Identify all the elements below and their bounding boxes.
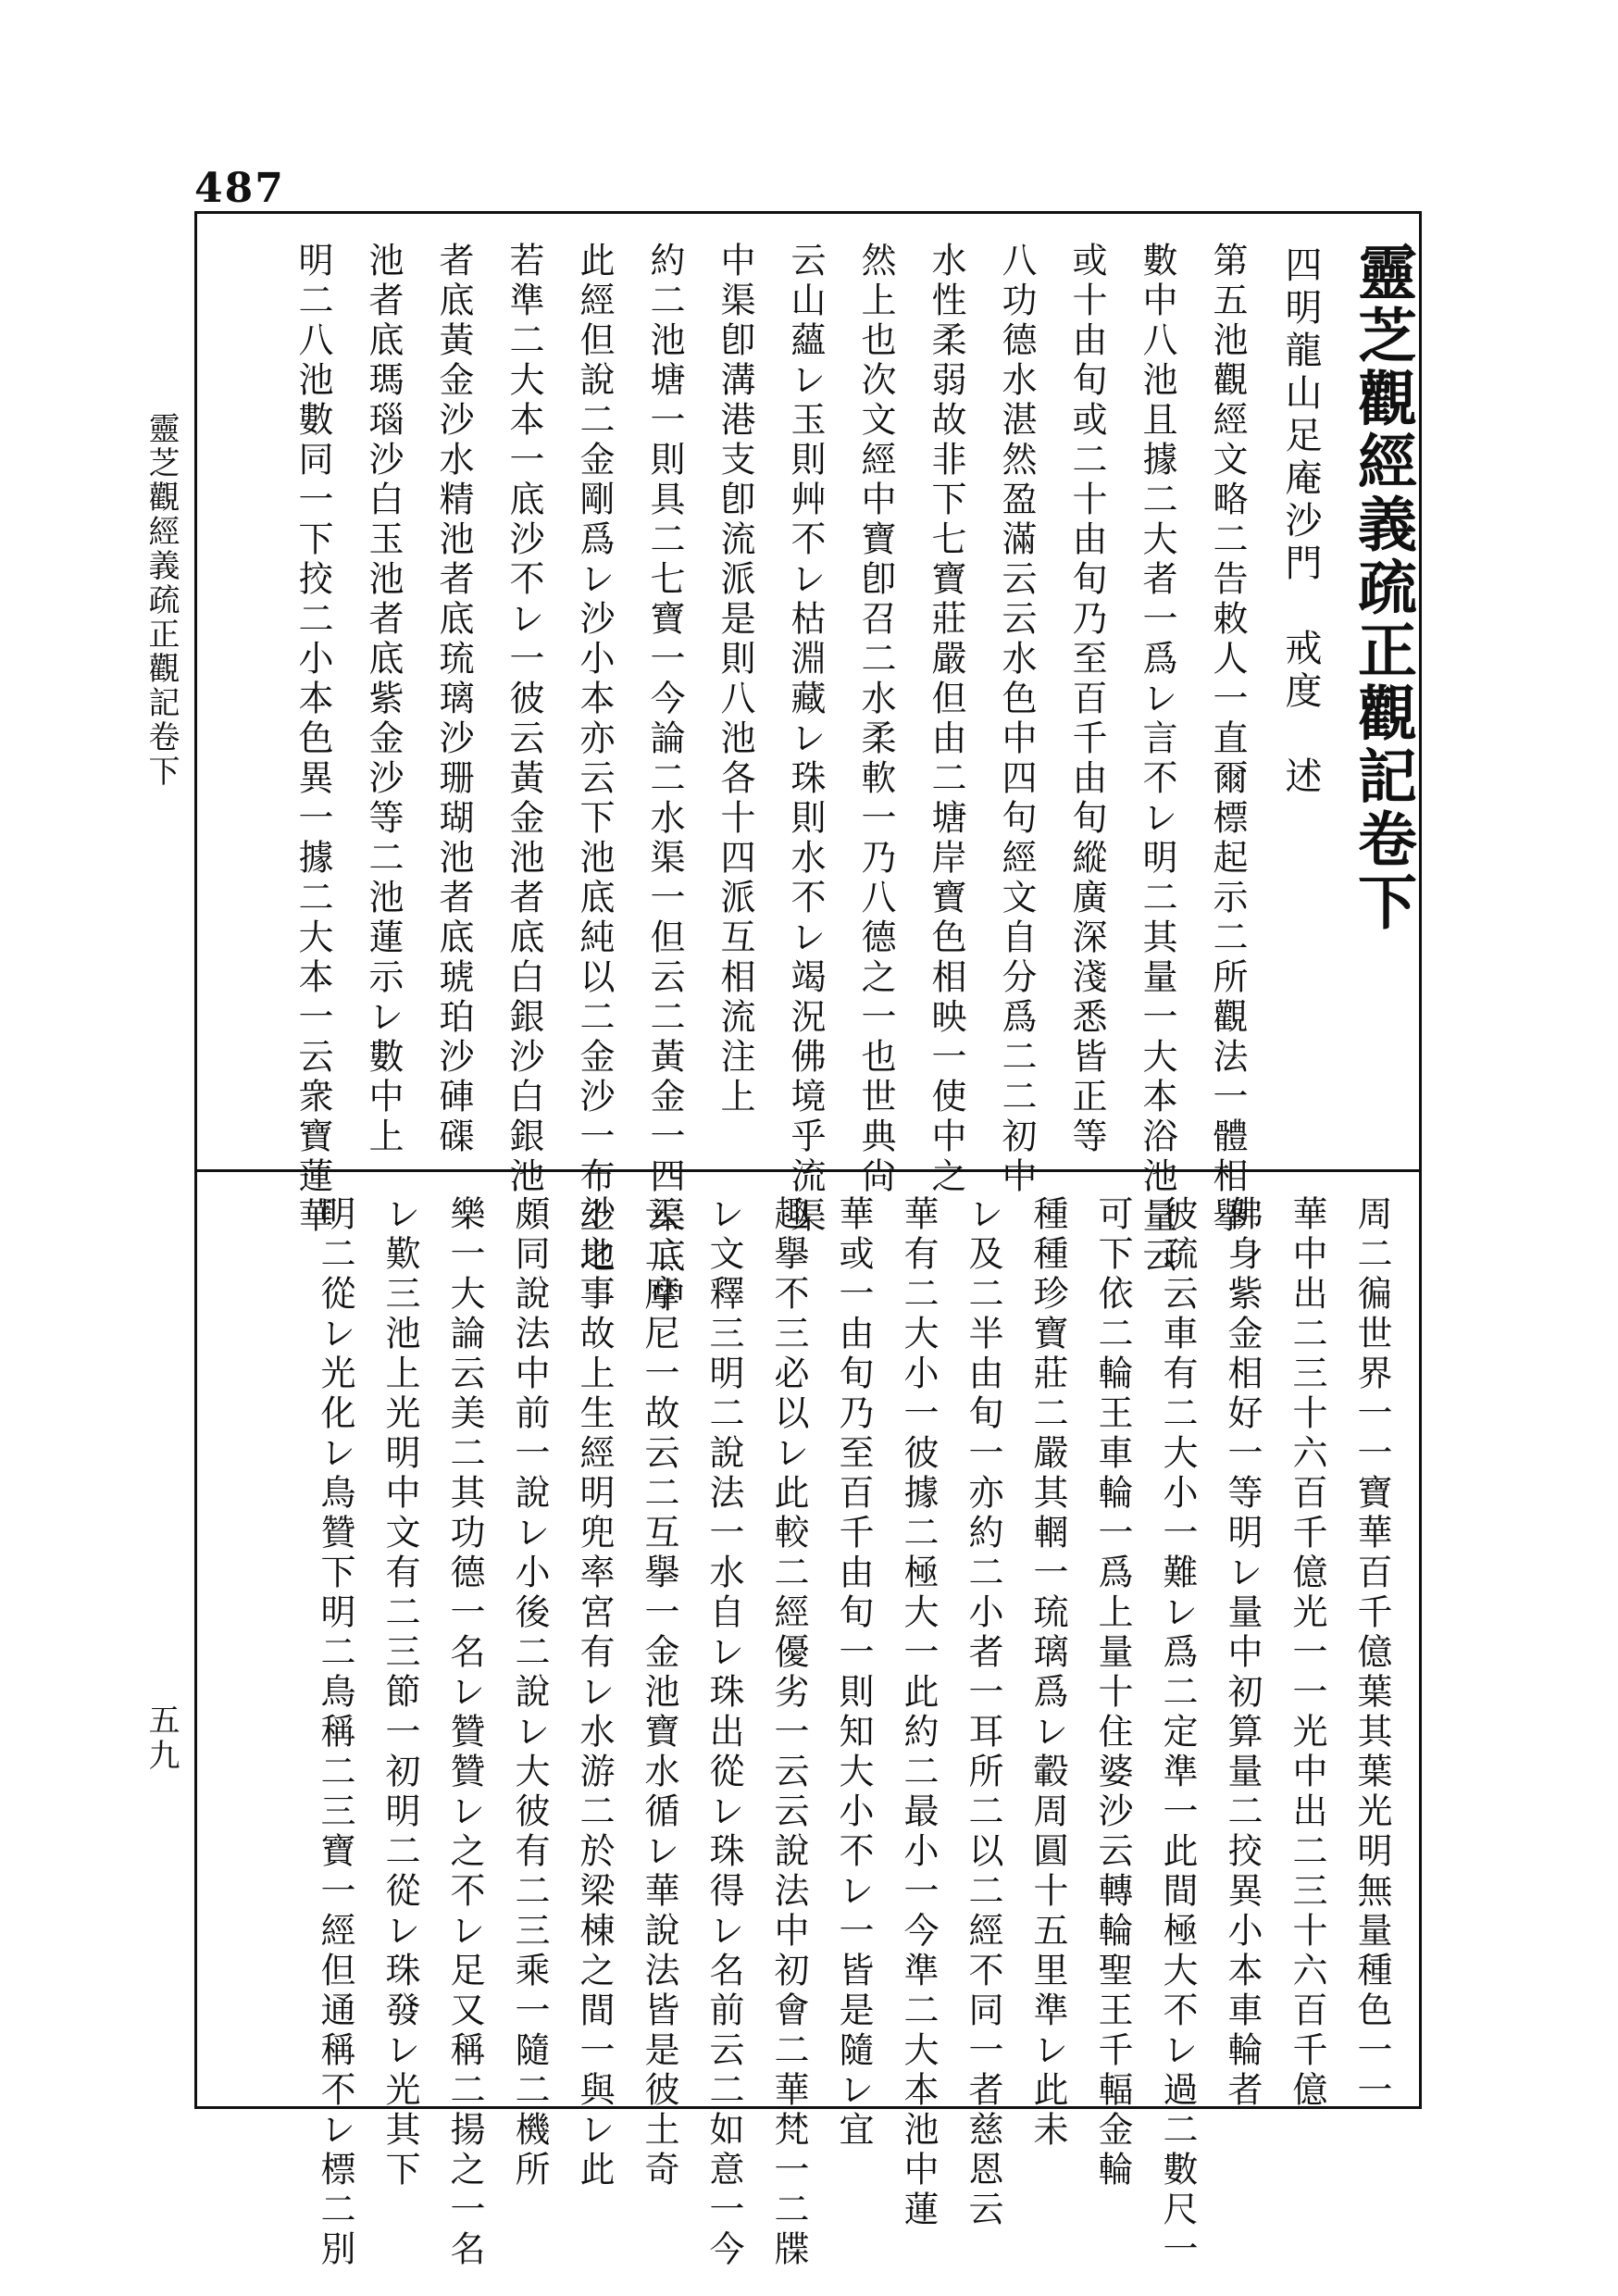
text-column: 佛身紫金相好一等明レ量中初算量二挍異小本車輪者 xyxy=(1222,1195,1263,2111)
text-column: 或十由旬或二十由旬乃至百千由旬縱廣深淺悉皆正等 xyxy=(1066,242,1107,1157)
text-column: 華有二大小一彼據二極大一此約二最小一今準二大本池中蓮 xyxy=(898,1195,939,2230)
text-column: 中渠卽溝港支卽流派是則八池各十四派互相流注上 xyxy=(715,242,755,1117)
text-column: 此經但說二金剛爲レ沙小本亦云下池底純以二金沙一布上地 xyxy=(574,242,615,1277)
text-column: 可下依二輪王車輪一爲上量十住婆沙云轉輪聖王千輻金輪 xyxy=(1092,1195,1133,2190)
text-column: レ文釋三明二說法一水自レ珠出從レ珠得レ名前云二如意一今 xyxy=(703,1195,744,2270)
text-column: 第五池觀經文略二告敕人一直爾標起示二所觀法一體相擧 xyxy=(1207,242,1248,1237)
text-column: 種種珍寶莊二嚴其輞一琉璃爲レ轂周圓十五里準レ此未 xyxy=(1027,1195,1068,2151)
text-column: 八功德水湛然盈滿云云水色中四句經文自分爲二二初中 xyxy=(996,242,1037,1197)
margin-page-number: 五九 xyxy=(143,1703,180,1774)
text-column: 彼疏云車有二大小一難レ爲二定準一此間極大不レ過二數尺一 xyxy=(1157,1195,1198,2270)
text-column: 數中八池且據二大者一爲レ言不レ明二其量一大本浴池量云 xyxy=(1137,242,1177,1277)
text-column: 約二池塘一則具二七寶一今論二水渠一但云二黃金一四渠底中 xyxy=(644,242,685,1316)
text-column: 頗同說法中前一說レ小後二說レ大彼有二三乘一隨二機所 xyxy=(509,1195,550,2190)
section-divider xyxy=(197,1169,1419,1172)
text-column: 者底黃金沙水精池者底琉璃沙珊瑚池者底琥珀沙硨磲 xyxy=(433,242,474,1157)
text-column: 池者底瑪瑙沙白玉池者底紫金沙等二池蓮示レ數中上 xyxy=(363,242,404,1157)
text-column: 明二從レ光化レ鳥贊下明二鳥稱二三寶一經但通稱不レ標二別 xyxy=(315,1195,355,2270)
text-column: レ歎三池上光明中文有二三節一初明二從レ珠發レ光其下 xyxy=(380,1195,420,2190)
text-column: 明二八池數同一下挍二小本色異一據二大本一云衆寶蓮華 xyxy=(292,242,333,1237)
text-column: 然上也次文經中寶卽召二水柔軟一乃八德之一也世典尙 xyxy=(855,242,896,1197)
document-title: 靈芝觀經義疏正觀記卷下 xyxy=(1348,242,1417,934)
text-frame xyxy=(194,211,1422,2270)
text-column: 周二徧世界一一寶華百千億葉其葉光明無量種色一一 xyxy=(1351,1195,1392,2111)
text-column: 樂一大論云美二其功德一名レ贊贊レ之不レ足又稱二揚之一名 xyxy=(444,1195,485,2270)
page-number: 487 xyxy=(194,165,285,212)
text-column: レ及二半由旬一亦約二小者一耳所二以二經不同一者慈恩云 xyxy=(963,1195,1003,2230)
text-column: 若準二大本一底沙不レ一彼云黃金池者底白銀沙白銀池 xyxy=(504,242,544,1197)
author-line: 四明龍山足庵沙門 戒度 述 xyxy=(1279,245,1322,799)
text-column: 華或一由旬乃至百千由旬一則知大小不レ一皆是隨レ宜 xyxy=(833,1195,874,2151)
text-column: 水性柔弱故非下七寶莊嚴但由二塘岸寶色相映一使中之 xyxy=(926,242,966,1197)
text-column: 云山蘊レ玉則艸不レ枯淵藏レ珠則水不レ竭況佛境乎流渠 xyxy=(785,242,826,1237)
text-column: 云二摩尼一故云二互擧一金池寶水循レ華說法皆是彼土奇 xyxy=(639,1195,679,2190)
text-column: 玅之事故上生經明兜率宮有レ水游二於梁棟之間一與レ此 xyxy=(574,1195,615,2190)
text-column: 趣擧不三必以レ此較二經優劣一云云說法中初會二華梵一二牒 xyxy=(768,1195,809,2270)
margin-running-title: 靈芝觀經義疏正觀記卷下 xyxy=(143,412,180,789)
text-column: 華中出二三十六百千億光一一光中出二三十六百千億 xyxy=(1287,1195,1327,2111)
